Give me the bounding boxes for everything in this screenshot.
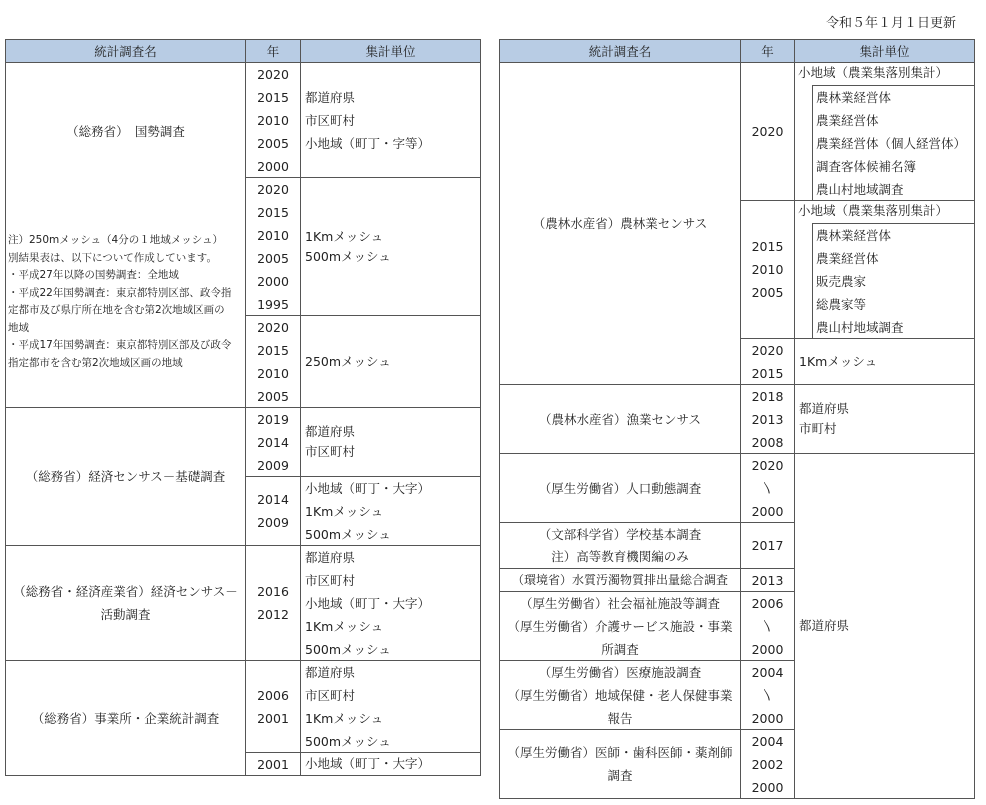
header-year: 年 bbox=[740, 39, 795, 63]
year-cell bbox=[245, 315, 301, 408]
unit: 農山村地域調査 bbox=[816, 182, 904, 197]
header-year: 年 bbox=[245, 39, 301, 63]
unit-sublist bbox=[812, 85, 975, 201]
year: 2006 bbox=[257, 687, 289, 703]
year-cell bbox=[740, 591, 795, 661]
unit: 500mメッシュ bbox=[305, 733, 391, 749]
survey-name-row bbox=[499, 568, 741, 592]
survey-name-text: （環境省）水質汚濁物質排出量総合調査 bbox=[511, 572, 728, 587]
year-cell bbox=[740, 729, 795, 799]
note-line: 別結果表は、以下について作成しています。 bbox=[8, 251, 217, 264]
year: 2015 bbox=[751, 239, 784, 254]
year: 2010 bbox=[257, 227, 289, 243]
year: 〵 bbox=[761, 687, 774, 703]
year: 2014 bbox=[257, 434, 289, 450]
year-cell bbox=[740, 568, 795, 592]
survey-name-row bbox=[499, 729, 741, 799]
year: 2005 bbox=[257, 388, 289, 404]
year: 2001 bbox=[257, 710, 289, 726]
header-name: 統計調査名 bbox=[499, 39, 741, 63]
unit: 農林業経営体 bbox=[816, 90, 892, 105]
year: 2010 bbox=[751, 262, 784, 277]
unit: 小地域（町丁・大字） bbox=[305, 480, 431, 496]
year: 2000 bbox=[751, 710, 784, 726]
year-cell bbox=[740, 453, 795, 523]
year: 2017 bbox=[751, 538, 784, 553]
survey-name-econ-basic bbox=[5, 407, 246, 546]
unit-cell bbox=[300, 752, 481, 776]
survey-name-text: （厚生労働省）医療施設調査 bbox=[538, 664, 702, 680]
survey-name-text: （総務省） 国勢調査 bbox=[66, 124, 185, 139]
year-cell bbox=[740, 660, 795, 730]
unit: 農業経営体 bbox=[816, 251, 879, 266]
year: 2010 bbox=[257, 112, 289, 128]
survey-name-text: （農林水産省）漁業センサス bbox=[538, 411, 701, 427]
year-cell bbox=[245, 476, 301, 546]
unit: 都道府県 bbox=[799, 401, 850, 416]
unit: 農業経営体（個人経営体） bbox=[816, 136, 967, 151]
year: 2005 bbox=[257, 250, 289, 266]
year-cell bbox=[245, 62, 301, 178]
year: 2005 bbox=[751, 285, 784, 300]
unit: 1Kmメッシュ bbox=[305, 710, 384, 726]
unit: 市区町村 bbox=[305, 444, 356, 459]
survey-name-agri bbox=[499, 62, 741, 385]
year: 2018 bbox=[751, 388, 784, 404]
unit: 市町村 bbox=[799, 421, 837, 436]
unit-cell bbox=[300, 407, 481, 477]
year: 〵 bbox=[761, 618, 774, 634]
unit-cell bbox=[794, 453, 975, 799]
year: 2000 bbox=[751, 503, 784, 519]
year-cell bbox=[740, 200, 795, 339]
year-cell bbox=[245, 545, 301, 661]
unit: 都道府県 bbox=[305, 89, 356, 105]
year-cell bbox=[245, 660, 301, 753]
year: 2000 bbox=[257, 273, 289, 289]
note-line: 地域 bbox=[8, 321, 29, 334]
year: 2000 bbox=[257, 158, 289, 174]
unit: 農業経営体 bbox=[816, 113, 879, 128]
unit-cell bbox=[794, 338, 975, 385]
header-unit: 集計単位 bbox=[300, 39, 481, 63]
unit-cell bbox=[300, 62, 481, 178]
unit-cell bbox=[300, 315, 481, 408]
year: 2004 bbox=[751, 733, 784, 749]
unit-cell bbox=[300, 545, 481, 661]
year: 2020 bbox=[257, 66, 289, 82]
unit: 市区町村 bbox=[305, 112, 356, 128]
year: 2012 bbox=[257, 607, 289, 622]
unit: 250mメッシュ bbox=[305, 353, 391, 369]
note-line: ・平成17年国勢調査：東京都特別区部及び政令 bbox=[8, 339, 232, 351]
survey-name-text: 調査 bbox=[607, 768, 633, 783]
year: 2015 bbox=[257, 204, 289, 220]
survey-name-econ-activity bbox=[5, 545, 246, 661]
year-cell bbox=[740, 384, 795, 454]
year-cell bbox=[740, 338, 795, 385]
survey-name-text: （総務省・経済産業省）経済センサス－ bbox=[13, 584, 238, 599]
year: 〵 bbox=[761, 480, 774, 496]
note-line: ・平成27年以降の国勢調査：全地域 bbox=[8, 269, 179, 281]
header-unit: 集計単位 bbox=[794, 39, 975, 63]
year: 2008 bbox=[751, 434, 784, 450]
year: 2019 bbox=[257, 411, 289, 427]
year: 2009 bbox=[257, 457, 289, 473]
year-cell bbox=[740, 62, 795, 201]
unit: 都道府県 bbox=[305, 664, 356, 680]
unit: 小地域（町丁・字等） bbox=[305, 135, 431, 151]
unit: 1Kmメッシュ bbox=[305, 618, 384, 634]
unit: 500mメッシュ bbox=[305, 526, 391, 542]
survey-name-text: （厚生労働省）地域保健・老人保健事業 bbox=[507, 687, 733, 703]
year: 2014 bbox=[257, 492, 289, 507]
unit: 1Kmメッシュ bbox=[799, 353, 878, 369]
year-cell bbox=[245, 752, 301, 776]
unit: 500mメッシュ bbox=[305, 641, 391, 657]
year: 2010 bbox=[257, 365, 289, 381]
note-line: 指定都市を含む第2次地域区画の地域 bbox=[8, 356, 183, 369]
year: 2002 bbox=[751, 756, 784, 772]
header-name: 統計調査名 bbox=[5, 39, 246, 63]
survey-name-row bbox=[499, 453, 741, 523]
note-line: 定都市及び県庁所在地を含む第2次地域区画の bbox=[8, 304, 225, 316]
year-cell bbox=[740, 522, 795, 569]
survey-name-text: 注）高等教育機関編のみ bbox=[551, 548, 689, 564]
year: 2005 bbox=[257, 135, 289, 151]
unit-title: 小地域（農業集落別集計） bbox=[798, 203, 949, 218]
year: 2013 bbox=[751, 572, 784, 588]
year: 2020 bbox=[257, 319, 289, 335]
survey-name-text: 報告 bbox=[607, 710, 633, 726]
survey-name-text: （総務省）事業所・企業統計調査 bbox=[31, 710, 220, 726]
survey-name-text: （総務省）経済センサス－基礎調査 bbox=[25, 469, 226, 484]
survey-name-text: （厚生労働省）社会福祉施設等調査 bbox=[519, 595, 720, 611]
year: 1995 bbox=[257, 296, 289, 312]
unit-cell bbox=[300, 476, 481, 546]
survey-name-row bbox=[499, 522, 741, 569]
year: 2009 bbox=[257, 515, 289, 530]
survey-name-text: （文部科学省）学校基本調査 bbox=[538, 526, 702, 542]
unit-title: 小地域（農業集落別集計） bbox=[798, 65, 949, 80]
survey-name-text: 所調査 bbox=[601, 641, 639, 657]
year: 2016 bbox=[257, 584, 289, 599]
unit-cell bbox=[300, 660, 481, 753]
census-note bbox=[8, 232, 246, 372]
unit: 市区町村 bbox=[305, 687, 356, 703]
unit-cell bbox=[300, 177, 481, 316]
survey-name-establishment bbox=[5, 660, 246, 776]
year: 2020 bbox=[751, 342, 784, 358]
year: 2020 bbox=[257, 181, 289, 197]
survey-name-fishery bbox=[499, 384, 741, 454]
unit: 調査客体候補名簿 bbox=[816, 159, 917, 174]
unit: 小地域（町丁・大字） bbox=[305, 756, 431, 771]
unit: 都道府県 bbox=[305, 549, 356, 565]
update-date: 令和５年１月１日更新 bbox=[825, 16, 956, 31]
year: 2004 bbox=[751, 664, 784, 680]
unit: 農林業経営体 bbox=[816, 228, 892, 243]
unit: 農山村地域調査 bbox=[816, 320, 904, 335]
survey-name-row bbox=[499, 660, 741, 730]
unit: 小地域（町丁・大字） bbox=[305, 595, 431, 611]
unit-sublist bbox=[812, 223, 975, 339]
year: 2015 bbox=[257, 342, 289, 358]
survey-name-text: （農林水産省）農林業センサス bbox=[532, 216, 708, 231]
survey-name-text: （厚生労働省）人口動態調査 bbox=[538, 480, 702, 496]
year: 2015 bbox=[751, 365, 784, 381]
survey-name-text: （厚生労働省）介護サービス施設・事業 bbox=[507, 618, 733, 634]
survey-name-text: 活動調査 bbox=[100, 607, 151, 622]
year-cell bbox=[245, 407, 301, 477]
year: 2006 bbox=[751, 595, 784, 611]
note-line: ・平成22年国勢調査：東京都特別区部、政令指 bbox=[8, 286, 232, 299]
year: 2013 bbox=[751, 411, 784, 427]
survey-name-text: （厚生労働省）医師・歯科医師・薬剤師 bbox=[507, 745, 733, 760]
year: 2020 bbox=[751, 457, 784, 473]
year: 2000 bbox=[751, 641, 784, 657]
unit: 総農家等 bbox=[816, 297, 867, 312]
year: 2020 bbox=[751, 124, 784, 139]
year-cell bbox=[245, 177, 301, 316]
unit: 都道府県 bbox=[799, 618, 850, 633]
year: 2000 bbox=[751, 779, 784, 795]
year: 2015 bbox=[257, 89, 289, 105]
year: 2001 bbox=[257, 756, 289, 772]
unit: 500mメッシュ bbox=[305, 248, 391, 264]
unit: 1Kmメッシュ bbox=[305, 228, 384, 244]
unit-cell bbox=[794, 384, 975, 454]
unit: 販売農家 bbox=[816, 274, 867, 289]
unit: 市区町村 bbox=[305, 572, 356, 588]
unit: 都道府県 bbox=[305, 424, 356, 439]
unit: 1Kmメッシュ bbox=[305, 503, 384, 519]
note-line: 注）250mメッシュ（4分の１地域メッシュ） bbox=[8, 234, 224, 246]
survey-name-row bbox=[499, 591, 741, 661]
